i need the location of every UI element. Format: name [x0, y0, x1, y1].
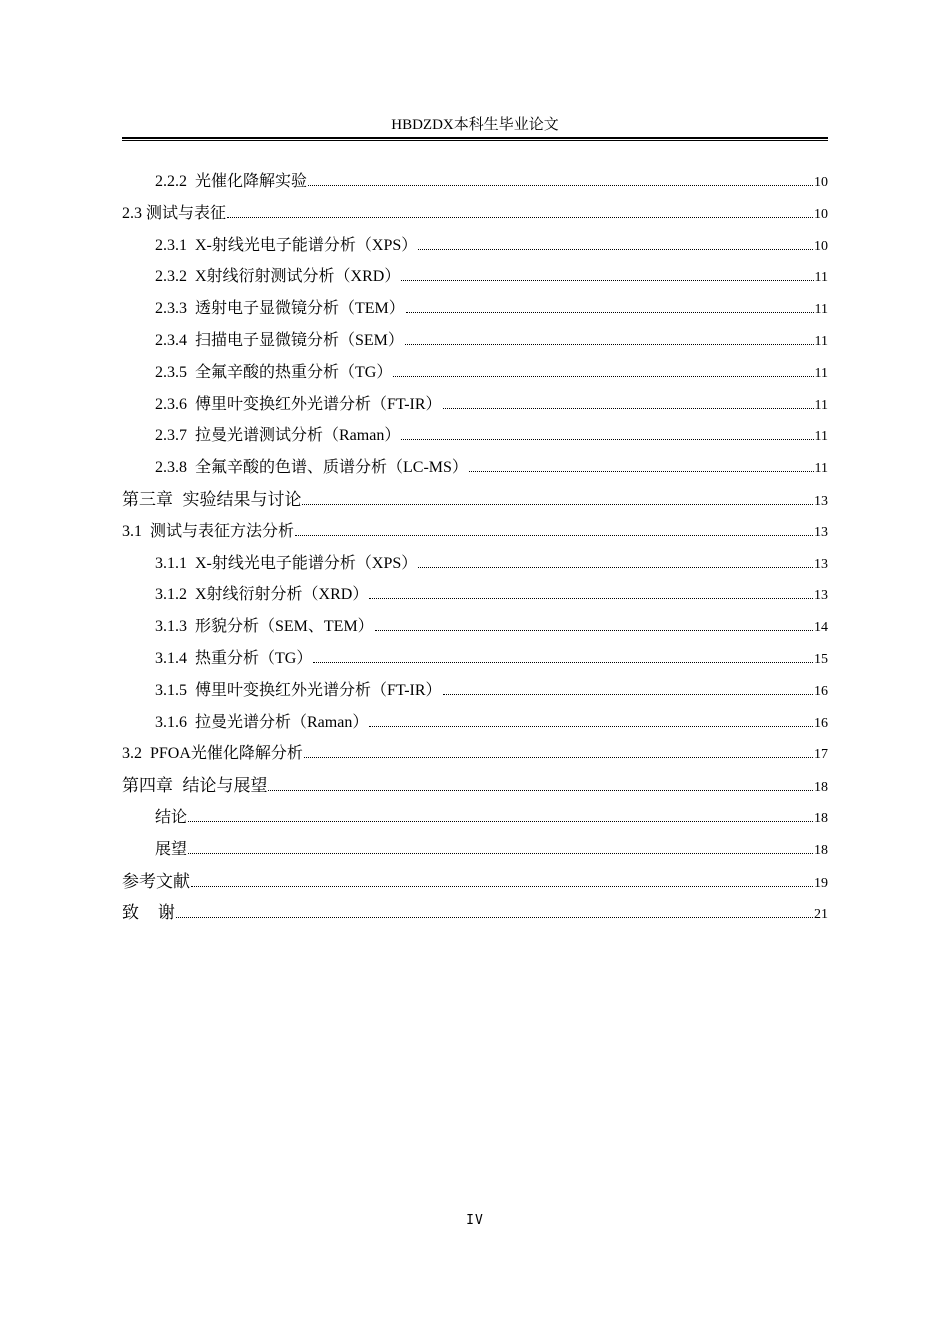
toc-dot-leader	[401, 430, 813, 440]
toc-entry[interactable]	[122, 166, 828, 198]
toc-entry-title: 3.1.3 形貌分析（SEM、TEM）	[155, 618, 374, 636]
toc-entry[interactable]	[122, 389, 828, 421]
toc-entry-page: 18	[814, 780, 828, 796]
toc-dot-leader	[313, 653, 813, 663]
toc-entry-title: 3.1 测试与表征方法分析	[122, 522, 295, 540]
toc-entry-title: 2.3.7 拉曼光谱测试分析（Raman）	[155, 427, 401, 445]
toc-dot-leader	[393, 367, 813, 377]
toc-entry[interactable]	[122, 738, 828, 770]
toc-dot-leader	[375, 621, 813, 631]
toc-entry[interactable]	[122, 866, 828, 898]
toc-entry-page: 17	[814, 747, 828, 763]
toc-entry-title: 展望	[155, 840, 188, 858]
toc-entry[interactable]	[122, 484, 828, 516]
toc-entry[interactable]	[122, 675, 828, 707]
toc-dot-leader	[308, 176, 813, 186]
toc-entry-title: 参考文献	[122, 871, 190, 891]
toc-entry-page: 13	[814, 493, 828, 509]
toc-dot-leader	[295, 526, 813, 536]
toc-entry[interactable]	[122, 452, 828, 484]
toc-entry-page: 11	[814, 461, 828, 477]
toc-entry-title: 3.1.5 傅里叶变换红外光谱分析（FT-IR）	[155, 681, 442, 699]
toc-dot-leader	[268, 781, 813, 791]
toc-dot-leader	[188, 812, 813, 822]
toc-entry[interactable]	[122, 293, 828, 325]
toc-dot-leader	[469, 462, 814, 472]
toc-entry-title: 第四章 结论与展望	[122, 776, 268, 796]
toc-entry-title: 2.2.2 光催化降解实验	[155, 173, 308, 190]
toc-entry-page: 13	[814, 556, 828, 572]
toc-entry-page: 10	[814, 238, 828, 254]
toc-entry[interactable]	[122, 548, 828, 580]
toc-entry-title: 3.1.1 X-射线光电子能谱分析（XPS）	[155, 554, 418, 572]
toc-entry-page: 11	[814, 429, 828, 445]
toc-entry-title: 3.1.4 热重分析（TG）	[155, 649, 313, 667]
toc-entry[interactable]	[122, 357, 828, 389]
toc-dot-leader	[369, 589, 813, 599]
toc-dot-leader	[304, 748, 813, 758]
toc-entry-title: 2.3.8 全氟辛酸的色谱、质谱分析（LC-MS）	[155, 459, 468, 477]
toc-entry-page: 11	[814, 270, 828, 286]
toc-dot-leader	[418, 240, 813, 250]
toc-dot-leader	[302, 495, 813, 505]
toc-entry-page: 11	[814, 365, 828, 381]
toc-entry-title: 2.3 测试与表征	[122, 204, 227, 222]
toc-entry-page: 10	[814, 175, 828, 190]
toc-entry[interactable]	[122, 516, 828, 548]
toc-entry-title: 2.3.1 X-射线光电子能谱分析（XPS）	[155, 236, 418, 254]
toc-dot-leader	[401, 271, 813, 281]
toc-entry[interactable]	[122, 897, 828, 929]
toc-dot-leader	[418, 558, 813, 568]
toc-entry-title: 第三章 实验结果与讨论	[122, 489, 302, 509]
toc-entry-title: 2.3.6 傅里叶变换红外光谱分析（FT-IR）	[155, 395, 442, 413]
toc-entry[interactable]	[122, 230, 828, 262]
toc-entry-page: 11	[814, 302, 828, 318]
toc-dot-leader	[443, 685, 813, 695]
toc-entry[interactable]	[122, 834, 828, 866]
toc-entry-title: 结论	[155, 808, 188, 826]
toc-dot-leader	[443, 399, 814, 409]
page-number: IV	[466, 1213, 484, 1228]
toc-entry[interactable]	[122, 325, 828, 357]
toc-entry-title: 2.3.2 X射线衍射测试分析（XRD）	[155, 268, 401, 286]
toc-entry[interactable]	[122, 770, 828, 802]
toc-entry-title: 致 谢	[122, 903, 175, 923]
page-header: HBDZDX本科生毕业论文	[391, 117, 559, 133]
toc-entry-title: 2.3.4 扫描电子显微镜分析（SEM）	[155, 331, 404, 349]
toc-entry-page: 10	[814, 206, 828, 222]
header-rule-thin	[122, 140, 828, 141]
toc-entry-page: 13	[814, 588, 828, 604]
toc-entry-title: 3.1.6 拉曼光谱分析（Raman）	[155, 713, 369, 731]
toc-entry-page: 16	[814, 683, 828, 699]
toc-entry-page: 13	[814, 524, 828, 540]
toc-dot-leader	[405, 335, 814, 345]
toc-entry[interactable]	[122, 420, 828, 452]
toc-entry-title: 2.3.3 透射电子显微镜分析（TEM）	[155, 300, 405, 318]
toc-entry-page: 14	[814, 620, 828, 636]
toc-entry[interactable]	[122, 579, 828, 611]
toc-entry-page: 11	[814, 333, 828, 349]
toc-dot-leader	[188, 844, 813, 854]
toc-entry-page: 18	[814, 842, 828, 858]
toc-entry-page: 21	[814, 907, 828, 923]
toc-dot-leader	[227, 208, 813, 218]
toc-entry-page: 16	[814, 715, 828, 731]
toc-entry[interactable]	[122, 261, 828, 293]
toc-entry-page: 11	[814, 397, 828, 413]
toc-entry[interactable]	[122, 643, 828, 675]
toc-entry-title: 2.3.5 全氟辛酸的热重分析（TG）	[155, 363, 393, 381]
toc-entry[interactable]	[122, 611, 828, 643]
toc-dot-leader	[369, 717, 813, 727]
toc-dot-leader	[406, 303, 814, 313]
toc-dot-leader	[176, 908, 813, 918]
header-rule	[122, 137, 828, 139]
toc-entry-title: 3.1.2 X射线衍射分析（XRD）	[155, 586, 369, 604]
toc-entry[interactable]	[122, 802, 828, 834]
toc-entry[interactable]	[122, 707, 828, 739]
toc-entry-page: 15	[814, 651, 828, 667]
toc-dot-leader	[191, 877, 813, 887]
toc-entry-title: 3.2 PFOA光催化降解分析	[122, 745, 303, 763]
toc-entry-page: 19	[814, 875, 828, 891]
toc-entry-page: 18	[814, 810, 828, 826]
table-of-contents	[122, 166, 828, 929]
toc-entry[interactable]	[122, 198, 828, 230]
